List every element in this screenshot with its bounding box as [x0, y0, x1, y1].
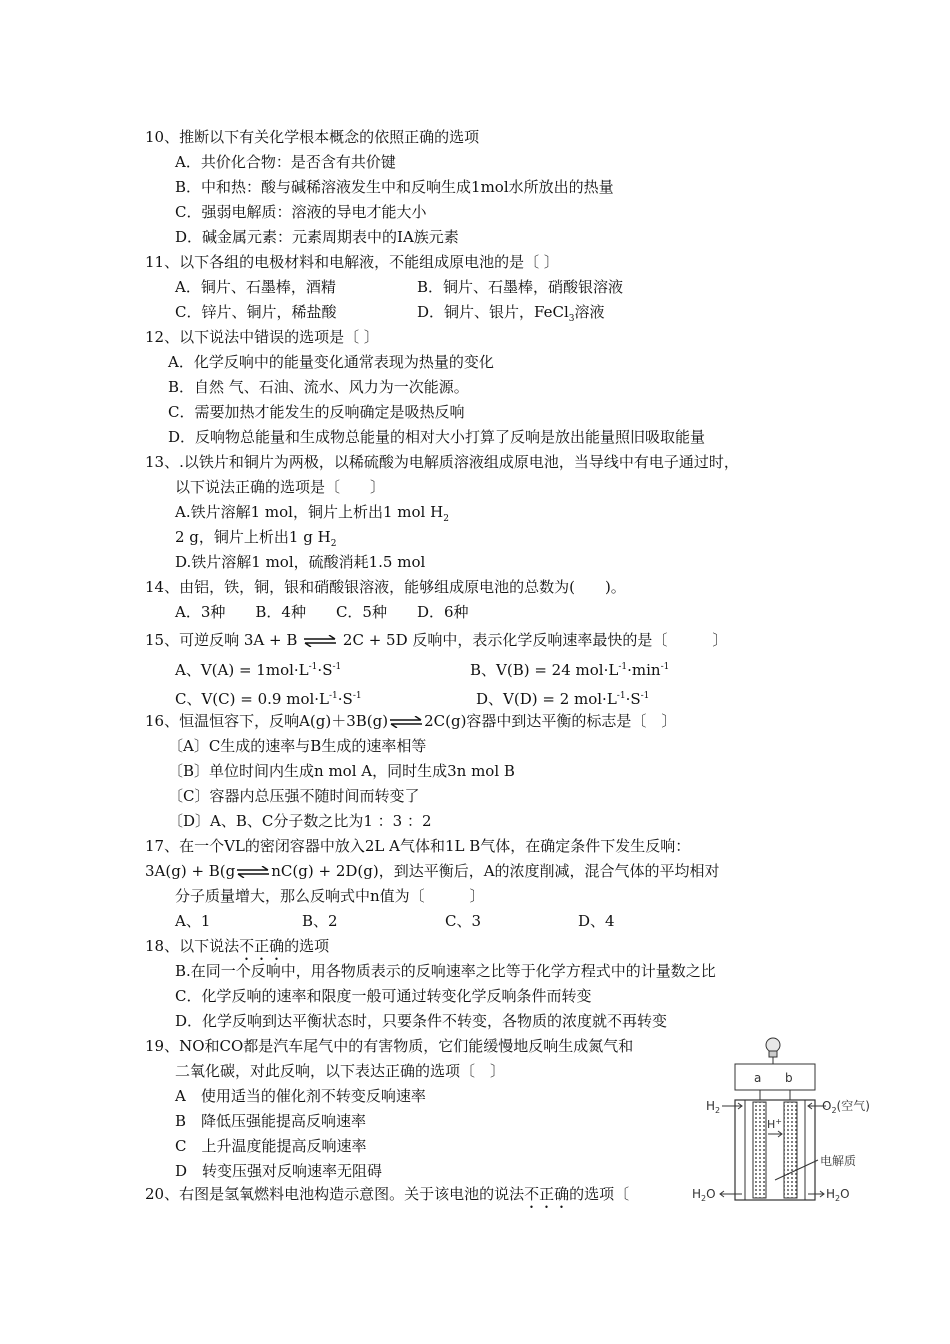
q17-option-a: A、1 [175, 912, 211, 930]
q17-option-d: D、4 [578, 912, 615, 930]
q19-option-d: D 转变压强对反响速率无阻碍 [175, 1162, 383, 1180]
q14-stem: 14、由铝，铁，铜，银和硝酸银溶液，能够组成原电池的总数为( )。 [145, 578, 626, 596]
electrode-b [784, 1102, 797, 1198]
terminal-b-label: b [785, 1071, 793, 1085]
q16-option-c: 〔C〕容器内总压强不随时间而转变了 [168, 787, 420, 805]
q11-option-d: D．铜片、银片，FeCl$_3$溶液 [417, 303, 605, 324]
proton-label: H+ [767, 1117, 782, 1131]
q18-option-d: D．化学反响到达平衡状态时，只要条件不转变，各物质的浓度就不再转变 [175, 1012, 668, 1030]
equilibrium-arrow-icon [388, 716, 424, 728]
q13-stem-line2: 以下说法正确的选项是〔 〕 [175, 478, 386, 496]
q20-stem: 20、右图是氢氧燃料电池构造示意图。关于该电池的说法不正确的选项〔 [145, 1185, 630, 1203]
q19-stem-line2: 二氧化碳，对此反响，以下表达正确的选项〔 〕 [175, 1062, 506, 1080]
q16-option-a: 〔A〕C生成的速率与B生成的速率相等 [168, 737, 427, 755]
equilibrium-arrow-icon [302, 635, 338, 647]
q10-option-d: D．碱金属元素：元素周期表中的IA族元素 [175, 228, 459, 246]
q12-option-a: A．化学反响中的能量变化通常表现为热量的变化 [168, 353, 494, 371]
q14-options: A．3种 B．4种 C．5种 D．6种 [175, 603, 469, 621]
emphasis-text: 不正确 [524, 1185, 570, 1203]
q10-option-a: A．共价化合物：是否含有共价键 [175, 153, 396, 171]
fuel-cell-diagram [690, 1032, 890, 1212]
q13-stem: 13、.以铁片和铜片为两极，以稀硫酸为电解质溶液组成原电池，当导线中有电子通过时， [145, 453, 739, 471]
q17-option-b: B、2 [302, 912, 338, 930]
q18-stem: 18、以下说法不正确的选项 [145, 937, 330, 955]
terminal-a-label: a [754, 1071, 762, 1085]
equilibrium-arrow-icon [235, 866, 271, 878]
q10-option-b: B．中和热：酸与碱稀溶液发生中和反响生成1mol水所放出的热量 [175, 178, 614, 196]
q10-stem: 10、推断以下有关化学根本概念的依照正确的选项 [145, 128, 480, 146]
q13-option-b: 2 g，铜片上析出1 g $H_2$ [175, 528, 337, 549]
q11-stem: 11、以下各组的电极材料和电解液，不能组成原电池的是〔 〕 [145, 253, 559, 271]
q10-option-c: C．强弱电解质：溶液的导电才能大小 [175, 203, 427, 221]
q11-option-b: B．铜片、石墨棒，硝酸银溶液 [417, 278, 624, 296]
bulb-icon [766, 1038, 780, 1064]
emphasis-text: 不正确 [239, 937, 285, 955]
q12-option-d: D．反响物总能量和生成物总能量的相对大小打算了反响是放出能量照旧吸取能量 [168, 428, 706, 446]
h2-inlet-label: $H_2$ [706, 1099, 721, 1115]
load-box [735, 1064, 815, 1090]
q18-option-c: C．化学反响的速率和限度一般可通过转变化学反响条件而转变 [175, 987, 592, 1005]
q16-option-b: 〔B〕单位时间内生成n mol A，同时生成3n mol B [168, 762, 515, 780]
q15-option-a: A、$V(A) = 1mol\cdot L^{-1}\cdot S^{-1}$ [175, 661, 342, 679]
q17-equation: 3A(g) + B(g nC(g) + 2D(g)，到达平衡后，A的浓度削减，混合气体的平均相对 [145, 862, 720, 880]
electrolyte-label: 电解质 [820, 1154, 857, 1168]
q15-option-b: B、V(B) = 24 $mol\cdot L^{-1}\cdot\min^{-1}$ [470, 661, 670, 679]
h2o-right-label: $H_2O$ [826, 1187, 850, 1203]
q19-stem: 19、NO和CO都是汽车尾气中的有害物质，它们能缓慢地反响生成氮气和 [145, 1037, 634, 1055]
q17-stem: 17、在一个VL的密闭容器中放入2L A气体和1L B气体，在确定条件下发生反响： [145, 837, 691, 855]
q15-option-c: C、V(C) = 0.9 $mol\cdot L^{-1}\cdot S^{-1}$ [175, 690, 362, 708]
o2-inlet-label: $O_2$(空气) [822, 1099, 870, 1115]
q12-option-c: C．需要加热才能发生的反响确定是吸热反响 [168, 403, 465, 421]
q11-option-c: C．锌片、铜片，稀盐酸 [175, 303, 337, 321]
q16-stem: 16、恒温恒容下，反响A(g)＋3B(g) 2C(g)容器中到达平衡的标志是〔 〕 [145, 712, 677, 730]
q19-option-a: A 使用适当的催化剂不转变反响速率 [175, 1087, 426, 1105]
cell-container [735, 1100, 815, 1200]
q12-option-b: B．自然 气、石油、流水、风力为一次能源。 [168, 378, 469, 396]
h2o-left-label: $H_2O$ [692, 1187, 716, 1203]
q11-option-a: A．铜片、石墨棒，酒精 [175, 278, 336, 296]
q19-option-b: B 降低压强能提高反响速率 [175, 1112, 367, 1130]
q15-option-d: D、V(D) = 2 $mol\cdot L^{-1}\cdot S^{-1}$ [476, 690, 650, 708]
q16-option-d: 〔D〕A、B、C分子数之比为1 ：3 ：2 [168, 812, 432, 830]
electrode-a [753, 1102, 766, 1198]
q13-option-a: A.铁片溶解1 mol，铜片上析出1 mol $H_2$ [175, 503, 449, 524]
q15-stem: 15、可逆反响 3A + B 2C + 5D 反响中，表示化学反响速率最快的是〔 〕 [145, 631, 728, 649]
q18-option-b: B.在同一个反响中，用各物质表示的反响速率之比等于化学方程式中的计量数之比 [175, 962, 716, 980]
q12-stem: 12、以下说法中错误的选项是〔 〕 [145, 328, 379, 346]
q19-option-c: C 上升温度能提高反响速率 [175, 1137, 367, 1155]
q17-option-c: C、3 [445, 912, 482, 930]
q13-option-d: D.铁片溶解1 mol，硫酸消耗1.5 mol [175, 553, 426, 571]
q17-stem-line3: 分子质量增大，那么反响式中n值为〔 〕 [175, 887, 485, 905]
